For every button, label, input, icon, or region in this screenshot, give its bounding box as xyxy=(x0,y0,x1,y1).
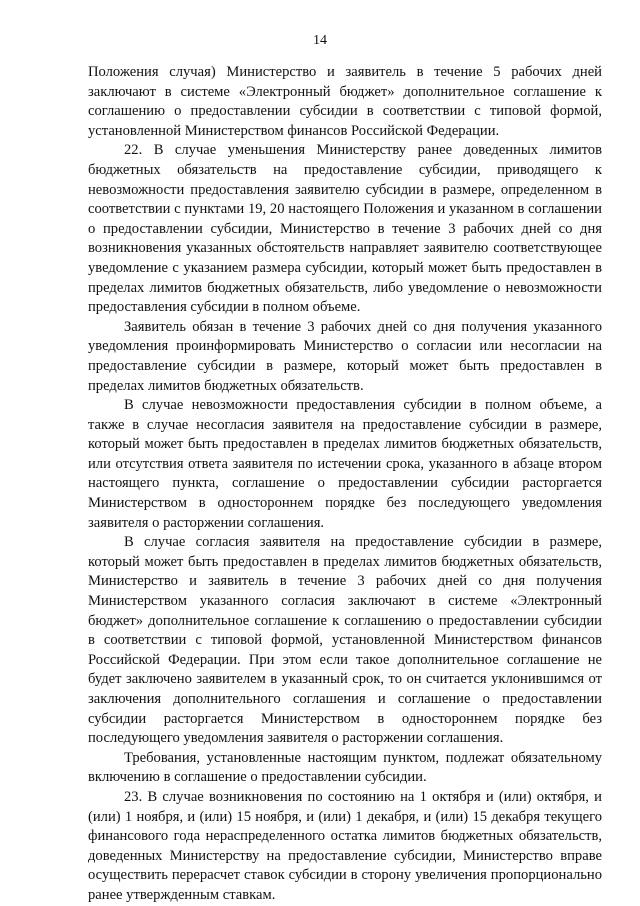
paragraph-continuation: Положения случая) Министерство и заявитель в течение 5 рабочих дней заключают в системе «Электронный бюджет» дополнительное соглашение к соглашению о предоставлении субсидии в соответствии с типовой формой, установленной Министерством финансов Российской Федерации. xyxy=(88,64,602,139)
paragraph-consent: В случае согласия заявителя на предоставление субсидии в размере, который может быть предоставлен в пределах лимитов бюджетных обязательств, Министерство и заявитель в течение 3 рабочих дней со дня получения Министерством указанного согласия заключают в системе «Электронный бюджет» дополнительное соглашение к соглашению о предоставлении субсидии в соответствии с типовой формой, установленной Министерством финансов Российской Федерации. При этом если такое дополнительное соглашение не будет заключено заявителем в указанный срок, то он считается уклонившимся от заключения дополнительного соглашения и соглашение о предоставлении субсидии расторгается Министерством в одностороннем порядке без последующего уведомления заявителя о расторжении соглашения. xyxy=(88,534,602,747)
paragraph-requirements: Требования, установленные настоящим пунктом, подлежат обязательному включению в соглашение о предоставлении субсидии. xyxy=(88,749,602,786)
paragraph-22: 22. В случае уменьшения Министерству ранее доведенных лимитов бюджетных обязательств на предоставление субсидии, приводящего к невозможности предоставления заявителю субсидии в размере, определенном в соответствии с пунктами 19, 20 настоящего Положения и указанном в соглашении о предоставлении субсидии, Министерство в течение 3 рабочих дней со дня возникновения указанных обстоятельств направляет заявителю соответствующее уведомление с указанием размера субсидии, который может быть предоставлен в пределах лимитов бюджетных обязательств, либо уведомление о невозможности предоставления субсидии в полном объеме. xyxy=(88,142,602,316)
document-body xyxy=(88,63,602,906)
paragraph-termination: В случае невозможности предоставления субсидии в полном объеме, а также в случае несогласия заявителя на предоставление субсидии в размере, который может быть предоставлен в пределах лимитов бюджетных обязательств, или отсутствия ответа заявителя по истечении срока, указанного в абзаце втором настоящего пункта, соглашение о предоставлении субсидии расторгается Министерством в одностороннем порядке без последующего уведомления заявителя о расторжении соглашения. xyxy=(88,397,602,531)
paragraph-23: 23. В случае возникновения по состоянию на 1 октября и (или) октября, и (или) 1 ноября, и (или) 15 ноября, и (или) 1 декабря, и (или) 15 декабря текущего финансового года нераспределенного остатка лимитов бюджетных обязательств, доведенных Министерству на предоставление субсидии, Министерство вправе осуществить перерасчет ставок субсидии в сторону увеличения пропорционально ранее утвержденным ставкам. xyxy=(88,788,602,903)
page-number: 14 xyxy=(313,33,327,48)
paragraph-applicant-obligation: Заявитель обязан в течение 3 рабочих дней со дня получения указанного уведомления проинформировать Министерство о согласии или несогласии на предоставление субсидии в размере, который может быть предоставлен в пределах лимитов бюджетных обязательств. xyxy=(88,318,602,394)
